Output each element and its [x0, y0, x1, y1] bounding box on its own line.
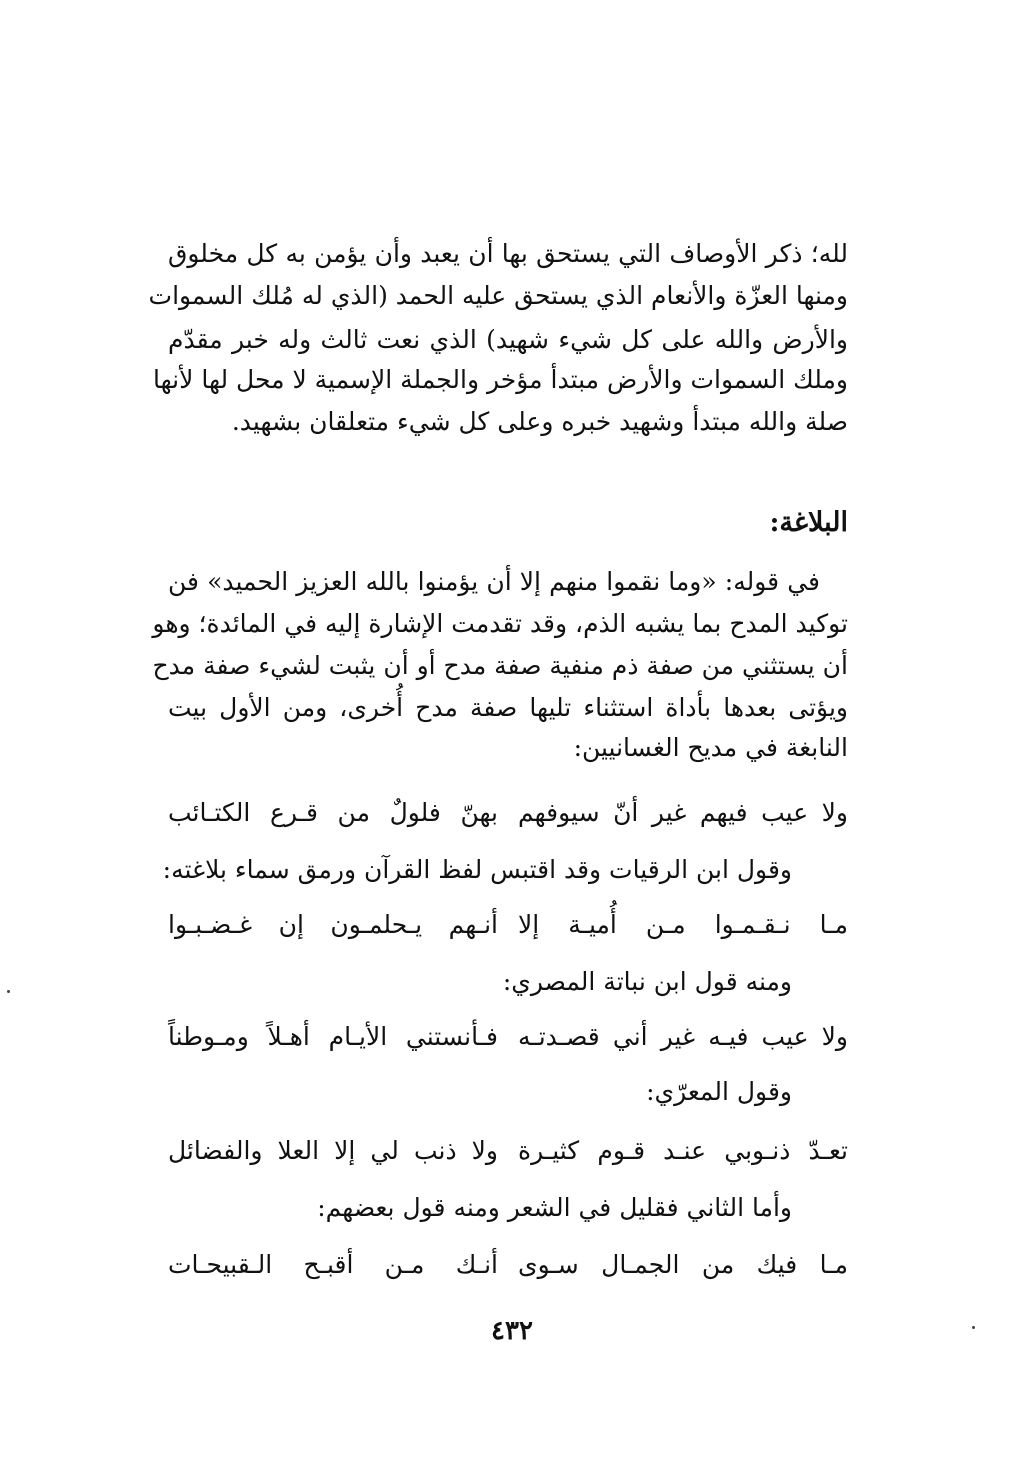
paragraph-2-line-3: أن يستثني من صفة ذم منفية صفة مدح أو أن يثبت لشيء صفة مدح: [152, 651, 848, 680]
verse-5-intro: وأما الثاني فقليل في الشعر ومنه قول بعضهم:: [317, 1193, 792, 1222]
verse-4: [168, 1132, 848, 1170]
paragraph-1-line-4: وملك السموات والأرض مبتدأ مؤخر والجملة الإسمية لا محل لها لأنها: [153, 365, 848, 394]
page-number: ٤٣٢: [491, 1316, 533, 1346]
verse-1-second-hemistich: بهنّ فلولٌ من قـرع الكتـائب: [168, 798, 498, 827]
verse-3: [168, 1018, 848, 1056]
verse-2-second-hemistich: أنـهم يـحلمـون إن غـضـبـوا: [168, 910, 498, 939]
scan-speck: [972, 1326, 975, 1329]
section-heading: البلاغة:: [769, 507, 848, 538]
paragraph-1-line-3: والأرض والله على كل شيء شهيد) الذي نعت ثالث وله خبر مقدّم: [168, 325, 848, 354]
verse-2-intro: وقول ابن الرقيات وقد اقتبس لفظ القرآن ورمق سماء بلاغته:: [162, 855, 792, 884]
verse-4-intro: وقول المعرّي:: [646, 1077, 792, 1106]
verse-1: [168, 794, 848, 832]
paragraph-1-line-1: لله؛ ذكر الأوصاف التي يستحق بها أن يعبد وأن يؤمن به كل مخلوق: [168, 239, 848, 268]
paragraph-1-line-5: صلة والله مبتدأ وشهيد خبره وعلى كل شيء متعلقان بشهيد.: [231, 407, 848, 436]
paragraph-2-line-5: النابغة في مديح الغسانيين:: [573, 733, 848, 762]
verse-1-first-hemistich: ولا عيب فيهم غير أنّ سيوفهم: [518, 798, 848, 827]
verse-3-second-hemistich: فـأنستني الأيـام أهـلاً ومـوطناً: [168, 1022, 498, 1051]
verse-4-first-hemistich: تعـدّ ذنـوبي عنـد قـوم كثيـرة: [518, 1136, 848, 1165]
verse-2: [168, 906, 848, 944]
verse-5: [168, 1246, 848, 1284]
verse-5-first-hemistich: مـا فيك من الجمـال سـوى: [518, 1250, 848, 1279]
paragraph-2-line-4: ويؤتى بعدها بأداة استثناء تليها صفة مدح أُخرى، ومن الأول بيت: [168, 693, 848, 722]
paragraph-2-line-1: في قوله: «وما نقموا منهم إلا أن يؤمنوا بالله العزيز الحميد» فن: [168, 567, 820, 596]
verse-3-intro: ومنه قول ابن نباتة المصري:: [502, 967, 792, 996]
scan-speck: [7, 990, 10, 993]
paragraph-2-line-2: توكيد المدح بما يشبه الذم، وقد تقدمت الإشارة إليه في المائدة؛ وهو: [152, 609, 848, 638]
verse-3-first-hemistich: ولا عيب فيـه غير أني قصـدتـه: [518, 1022, 848, 1051]
verse-4-second-hemistich: ولا ذنب لي إلا العلا والفضائل: [168, 1136, 498, 1165]
verse-5-second-hemistich: أنـك مـن أقبـح الـقبيحـات: [168, 1250, 498, 1279]
verse-2-first-hemistich: مـا نـقـمـوا مـن أُميـة إلا: [518, 910, 848, 939]
paragraph-1-line-2: ومنها العزّة والأنعام الذي يستحق عليه الحمد (الذي له مُلك السموات: [148, 281, 848, 310]
